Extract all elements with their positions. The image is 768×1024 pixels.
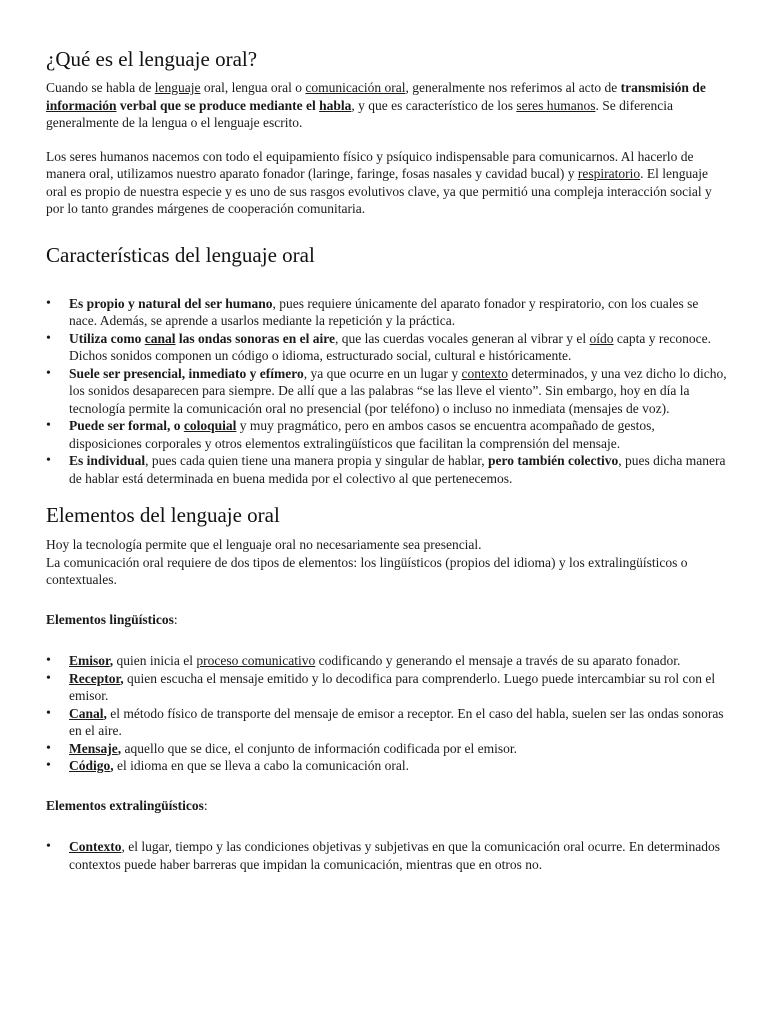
intro-paragraph-1 bbox=[46, 79, 728, 132]
link-habla[interactable]: habla bbox=[319, 97, 352, 113]
intro-paragraph-2 bbox=[46, 148, 728, 218]
link-mensaje[interactable]: Mensaje bbox=[69, 740, 118, 756]
bold-text: , bbox=[103, 705, 107, 721]
subheading-extralinguisticos bbox=[46, 797, 728, 815]
subheading-linguisticos bbox=[46, 611, 728, 629]
text: , y que es característico de los bbox=[351, 97, 517, 113]
heading-elementos: Elementos del lenguaje oral bbox=[46, 503, 280, 527]
link-coloquial[interactable]: coloquial bbox=[183, 418, 237, 433]
bold-text: Utiliza como bbox=[69, 330, 145, 346]
text: determinados, y una vez dicho lo dicho, los sonidos desaparecen para siempre. De allí que a las palabras “se las lleve el viento”. Sin embargo, hoy en día la tecnología permite la comunicación oral no presencial (por teléfono) o incluso no inmediata (mensajes de voz). bbox=[69, 365, 727, 416]
text: : bbox=[203, 797, 208, 813]
bold-text: las ondas sonoras en el aire bbox=[175, 330, 336, 346]
text: Los seres humanos nacemos con todo el equipamiento físico y psíquico indispensable para comunicarnos. Al hacerlo de manera oral, utilizamos nuestro aparato fonador (laringe, faringe, fosas nasales y cavidad bucal) y bbox=[46, 148, 694, 181]
list-item bbox=[46, 838, 728, 873]
bold-text: Elementos extralingüísticos bbox=[46, 797, 204, 813]
bold-text: Puede ser formal, o bbox=[69, 418, 184, 433]
text: aquello que se dice, el conjunto de información codificada por el emisor. bbox=[121, 740, 517, 756]
list-item bbox=[46, 652, 728, 670]
bold-text: , bbox=[109, 653, 114, 668]
link-oido[interactable]: oído bbox=[589, 330, 614, 346]
list-item bbox=[46, 452, 728, 487]
link-respiratorio[interactable]: respiratorio bbox=[577, 166, 641, 181]
bold-text: pero también colectivo bbox=[488, 453, 619, 468]
extralinguisticos-list bbox=[46, 838, 728, 873]
link-emisor[interactable]: Emisor bbox=[69, 653, 110, 668]
heading-que-es: ¿Qué es el lenguaje oral? bbox=[46, 47, 258, 71]
list-item bbox=[46, 295, 728, 330]
linguisticos-list bbox=[46, 652, 728, 775]
caracteristicas-list bbox=[46, 295, 728, 488]
heading-caracteristicas: Características del lenguaje oral bbox=[46, 242, 315, 267]
text: quien escucha el mensaje emitido y lo decodifica para comprenderlo. Luego puede intercambiar su rol con el emisor. bbox=[69, 670, 716, 703]
bold-text: verbal que se produce mediante el bbox=[116, 97, 320, 113]
list-item bbox=[46, 417, 728, 452]
link-canal-2[interactable]: Canal bbox=[69, 705, 104, 721]
list-item bbox=[46, 365, 728, 418]
text: codificando y generando el mensaje a través de su aparato fonador. bbox=[315, 653, 681, 668]
list-item bbox=[46, 670, 728, 705]
bold-text: , bbox=[110, 758, 114, 773]
text: y muy pragmático, pero en ambos casos se encuentra acompañado de gestos, disposiciones corporales y otros elementos extralingüísticos que facilitan la comprensión del mensaje. bbox=[69, 418, 655, 451]
list-item bbox=[46, 705, 728, 740]
link-codigo[interactable]: Código bbox=[69, 758, 111, 773]
bold-text: transmisión de bbox=[620, 80, 706, 95]
list-item bbox=[46, 757, 728, 775]
text: , que las cuerdas vocales generan al vibrar y el bbox=[335, 330, 590, 346]
elementos-paragraph-2: La comunicación oral requiere de dos tipos de elementos: los lingüísticos (propios del idioma) y los extralingüísticos o contextuales. bbox=[46, 554, 688, 587]
text: capta y reconoce. Dichos sonidos componen un código o idioma, estructurado social, cultural e históricamente. bbox=[69, 330, 711, 363]
link-informacion[interactable]: información bbox=[46, 97, 117, 113]
text: oral, lengua oral o bbox=[200, 80, 306, 95]
text: . Se diferencia generalmente de la lengua o el lenguaje escrito. bbox=[46, 97, 674, 130]
bold-text: Es propio y natural del ser humano bbox=[69, 295, 273, 311]
text: , generalmente nos referimos al acto de bbox=[405, 80, 621, 95]
text: , pues requiere únicamente del aparato fonador y respiratorio, con los cuales se nace. Además, se aprende a usarlos mediante la repetición y la práctica. bbox=[69, 295, 699, 328]
bold-text: Suele ser presencial, inmediato y efímero bbox=[69, 365, 304, 381]
link-canal[interactable]: canal bbox=[144, 330, 176, 346]
bold-text: , bbox=[117, 740, 122, 756]
text: . El lenguaje oral es propio de nuestra especie y es uno de sus rasgos evolutivos clave, ya que permitió una compleja interacción social y por lo tanto grandes márgenes de cooperación comunitaria. bbox=[46, 166, 712, 216]
text: Cuando se habla de bbox=[46, 80, 155, 95]
link-contexto[interactable]: contexto bbox=[461, 365, 509, 381]
text: quien inicia el bbox=[113, 653, 197, 668]
text: el método físico de transporte del mensaje de emisor a receptor. En el caso del habla, suelen ser las ondas sonoras en el aire. bbox=[69, 705, 724, 738]
bold-text: Es individual bbox=[69, 453, 146, 468]
link-proceso-comunicativo[interactable]: proceso comunicativo bbox=[196, 653, 316, 668]
text: , el lugar, tiempo y las condiciones objetivas y subjetivas en que la comunicación oral ocurre. En determinados contextos puede haber barreras que impidan la comunicación, mientras que en otros no. bbox=[69, 839, 721, 872]
link-lenguaje[interactable]: lenguaje bbox=[154, 80, 201, 95]
text: : bbox=[173, 611, 178, 627]
list-item bbox=[46, 740, 728, 758]
elementos-paragraph-1: Hoy la tecnología permite que el lenguaje oral no necesariamente sea presencial. bbox=[46, 537, 482, 552]
text: , ya que ocurre en un lugar y bbox=[303, 365, 462, 381]
text: , pues dicha manera de hablar está determinada en buena medida por el colectivo al que pertenecemos. bbox=[69, 453, 726, 486]
list-item bbox=[46, 330, 728, 365]
link-comunicacion-oral[interactable]: comunicación oral bbox=[305, 80, 406, 95]
bold-text: Elementos lingüísticos bbox=[46, 611, 174, 627]
bold-text: , bbox=[120, 670, 124, 686]
link-contexto-2[interactable]: Contexto bbox=[69, 839, 122, 854]
text: , pues cada quien tiene una manera propia y singular de hablar, bbox=[145, 453, 488, 468]
link-seres-humanos[interactable]: seres humanos bbox=[516, 97, 596, 113]
text: el idioma en que se lleva a cabo la comunicación oral. bbox=[113, 758, 410, 773]
link-receptor[interactable]: Receptor bbox=[69, 670, 121, 686]
